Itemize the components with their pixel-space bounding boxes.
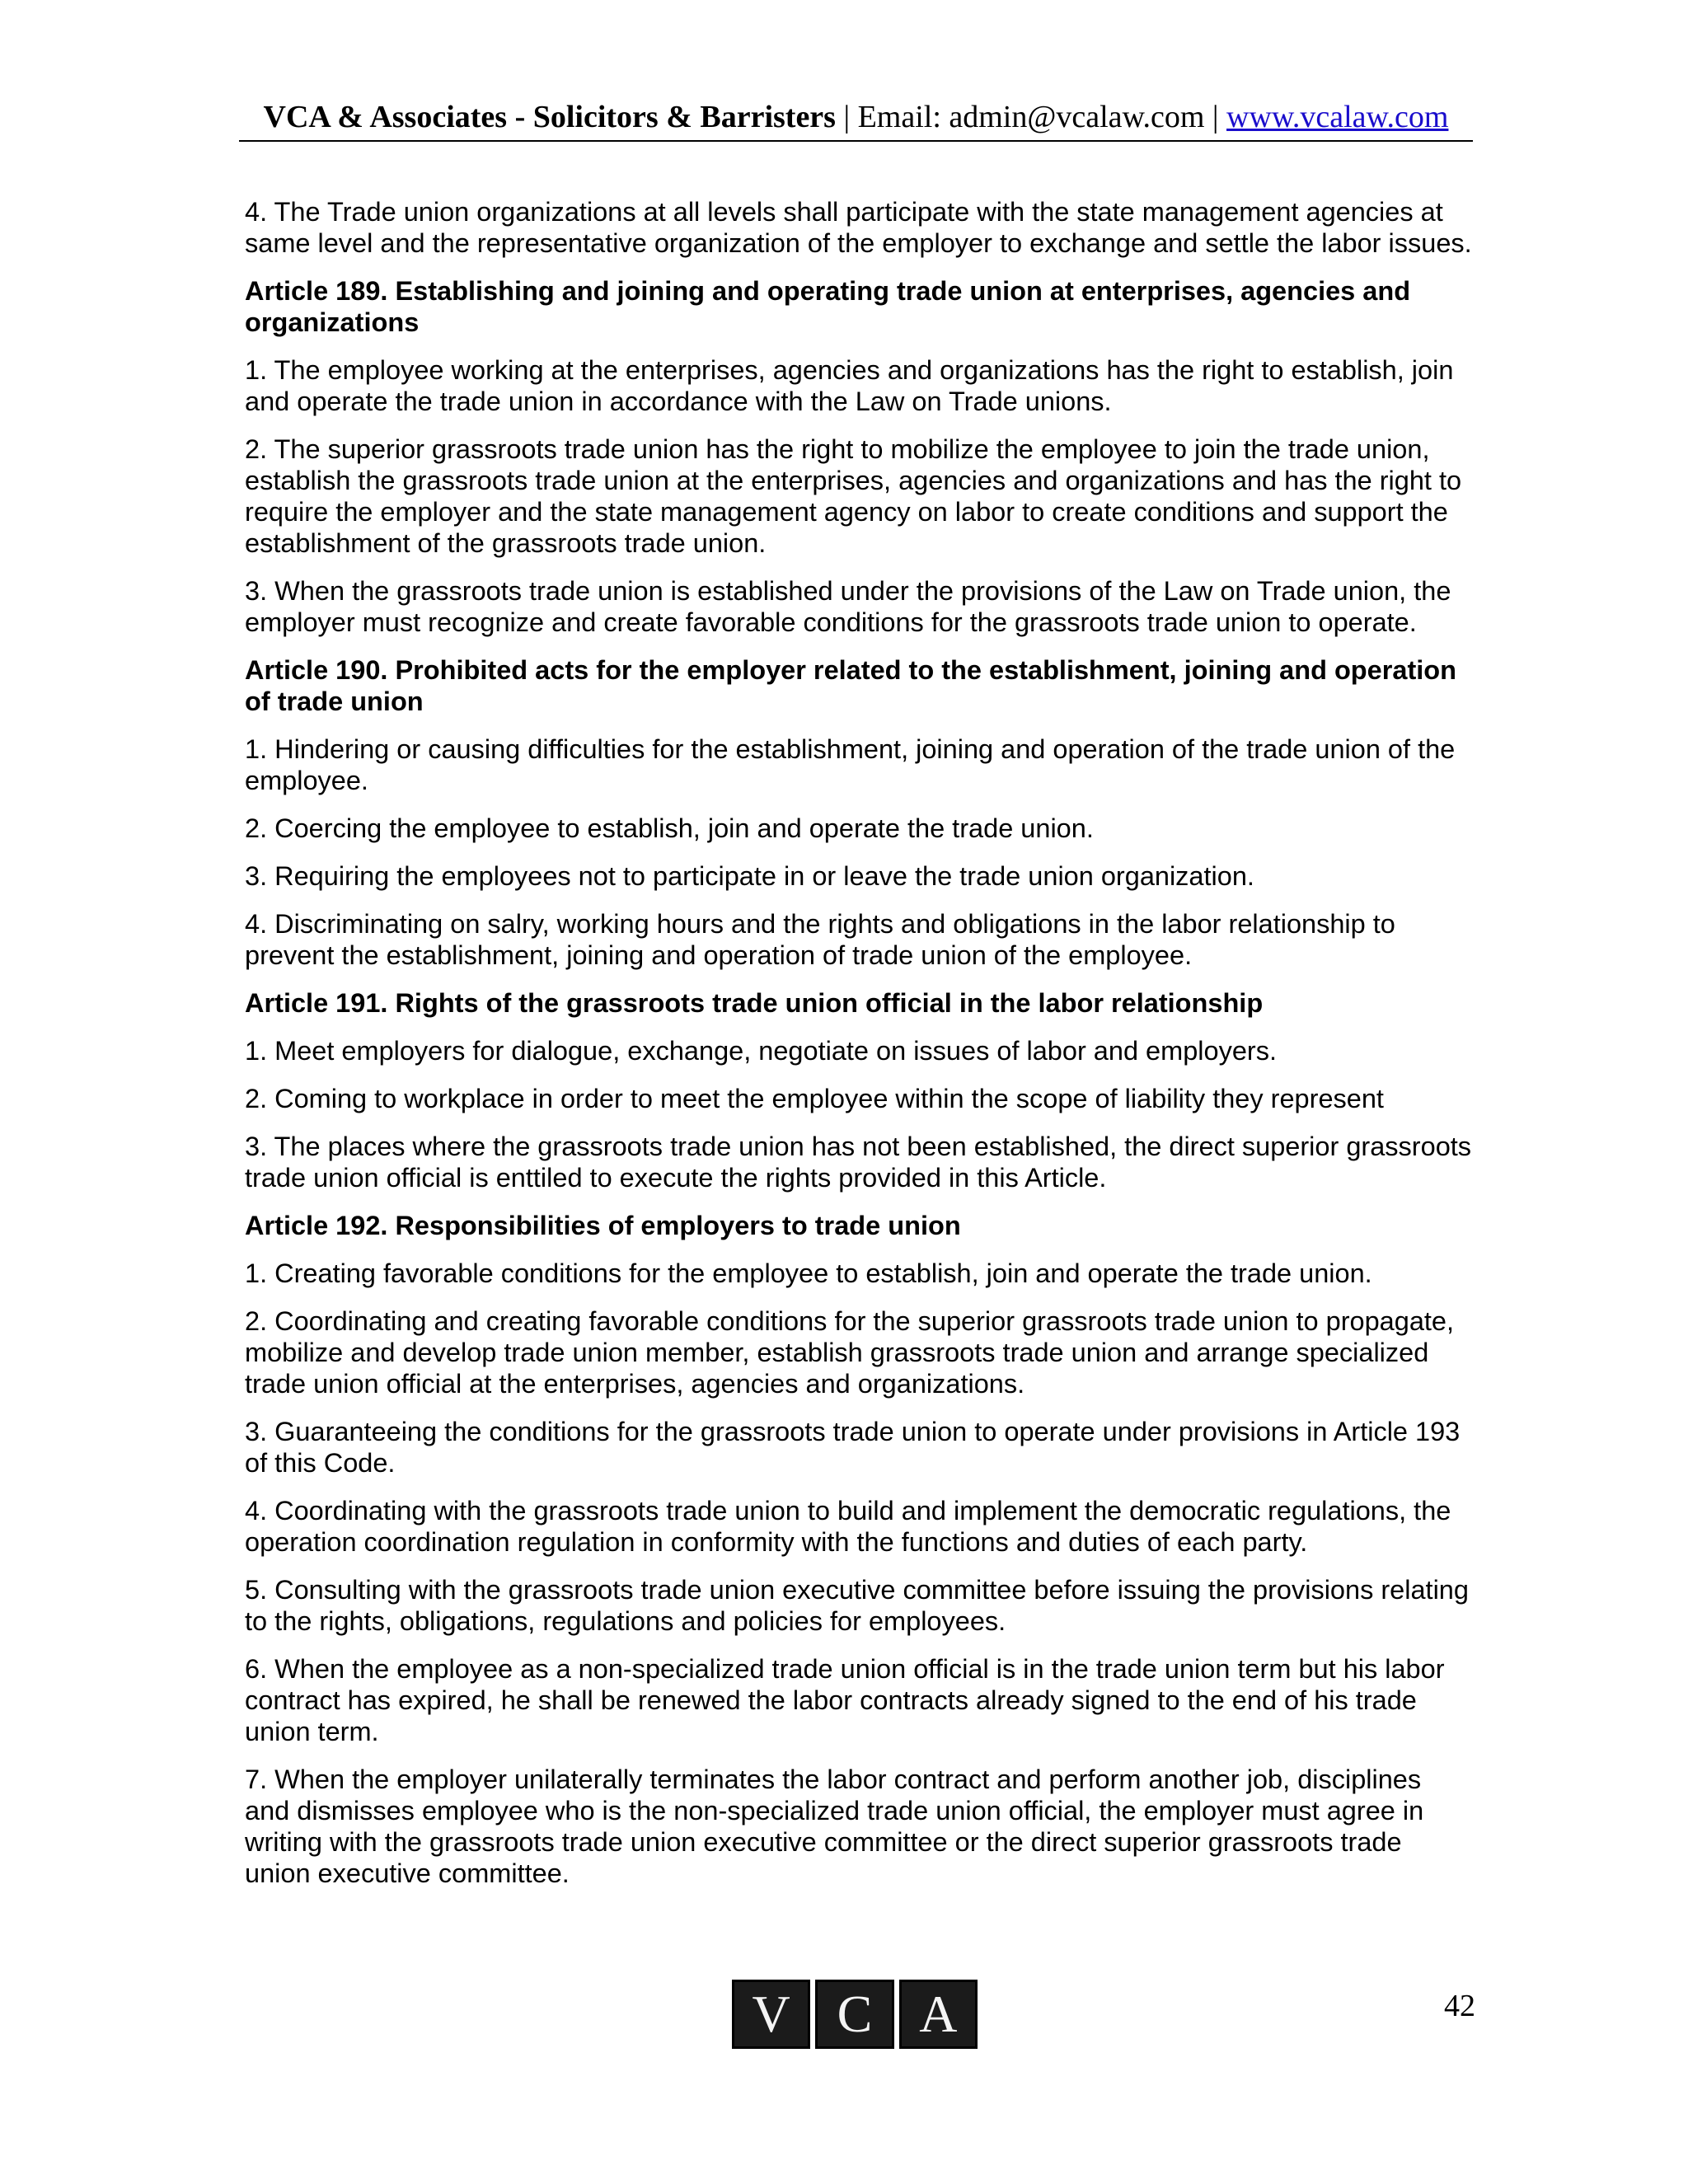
article-heading: Article 190. Prohibited acts for the employer related to the establishment, joining and operation of trade union — [245, 655, 1457, 716]
logo-letter-c: C — [815, 1980, 893, 2049]
header-separator: | — [835, 100, 858, 134]
website-link[interactable]: www.vcalaw.com — [1226, 100, 1449, 134]
paragraph: 2. Coming to workplace in order to meet the employee within the scope of liability they represent — [245, 1084, 1384, 1113]
paragraph: 7. When the employer unilaterally terminates the labor contract and perform another job, disciplines and dismisses employee who is the non-specialized trade union official, the employer must agree in writing with the grassroots trade union executive committee or the direct superior grassroots trade union executive committee. — [245, 1765, 1424, 1888]
paragraph: 1. Meet employers for dialogue, exchange, negotiate on issues of labor and employers. — [245, 1036, 1277, 1066]
paragraph: 1. Hindering or causing difficulties for the establishment, joining and operation of the trade union of the employee. — [245, 734, 1456, 795]
article-heading: Article 192. Responsibilities of employers to trade union — [245, 1211, 961, 1240]
header-email: Email: admin@vcalaw.com — [857, 100, 1205, 134]
paragraph: 2. Coercing the employee to establish, join and operate the trade union. — [245, 813, 1094, 843]
paragraph: 3. When the grassroots trade union is established under the provisions of the Law on Trade union, the employer must recognize and create favorable conditions for the grassroots trade union to operate. — [245, 576, 1451, 637]
paragraph: 3. Guaranteeing the conditions for the grassroots trade union to operate under provisions in Article 193 of this Code. — [245, 1417, 1461, 1478]
paragraph: 5. Consulting with the grassroots trade union executive committee before issuing the provisions relating to the rights, obligations, regulations and policies for employees. — [245, 1575, 1469, 1636]
paragraph: 4. Coordinating with the grassroots trade union to build and implement the democratic regulations, the operation coordination regulation in conformity with the functions and duties of each party. — [245, 1496, 1451, 1557]
article-heading: Article 189. Establishing and joining and operating trade union at enterprises, agencies and organizations — [245, 276, 1411, 337]
paragraph: 6. When the employee as a non-specialized trade union official is in the trade union term but his labor contract has expired, he shall be renewed the labor contracts already signed to the end of his trade union term. — [245, 1654, 1445, 1746]
paragraph: 1. The employee working at the enterprises, agencies and organizations has the right to establish, join and operate the trade union in accordance with the Law on Trade unions. — [245, 355, 1454, 416]
paragraph: 2. Coordinating and creating favorable conditions for the superior grassroots trade union to propagate, mobilize and develop trade union member, establish grassroots trade union and arrange specialized trade union official at the enterprises, agencies and organizations. — [245, 1306, 1455, 1399]
paragraph: 4. The Trade union organizations at all levels shall participate with the state management agencies at same level and the representative organization of the employer to exchange and settle the labor issues. — [245, 197, 1472, 258]
logo-letter-a: A — [899, 1980, 978, 2049]
header-separator: | — [1204, 100, 1227, 134]
document-body — [245, 196, 1473, 1905]
article-heading: Article 191. Rights of the grassroots trade union official in the labor relationship — [245, 988, 1264, 1018]
paragraph: 2. The superior grassroots trade union has the right to mobilize the employee to join the trade union, establish the grassroots trade union at the enterprises, agencies and organizations and has the right to require the employer and the state management agency on labor to create conditions and support the establishment of the grassroots trade union. — [245, 434, 1462, 558]
vca-logo — [732, 1980, 978, 2049]
paragraph: 1. Creating favorable conditions for the employee to establish, join and operate the trade union. — [245, 1258, 1372, 1288]
firm-name: VCA & Associates - Solicitors & Barristers — [263, 100, 836, 134]
page-number: 42 — [1444, 1989, 1475, 2023]
paragraph: 4. Discriminating on salry, working hours and the rights and obligations in the labor relationship to prevent the establishment, joining and operation of trade union of the employee. — [245, 909, 1395, 970]
paragraph: 3. The places where the grassroots trade union has not been established, the direct superior grassroots trade union official is enttiled to execute the rights provided in this Article. — [245, 1132, 1472, 1193]
page-header — [239, 97, 1473, 142]
paragraph: 3. Requiring the employees not to participate in or leave the trade union organization. — [245, 861, 1254, 891]
logo-letter-v: V — [732, 1980, 810, 2049]
